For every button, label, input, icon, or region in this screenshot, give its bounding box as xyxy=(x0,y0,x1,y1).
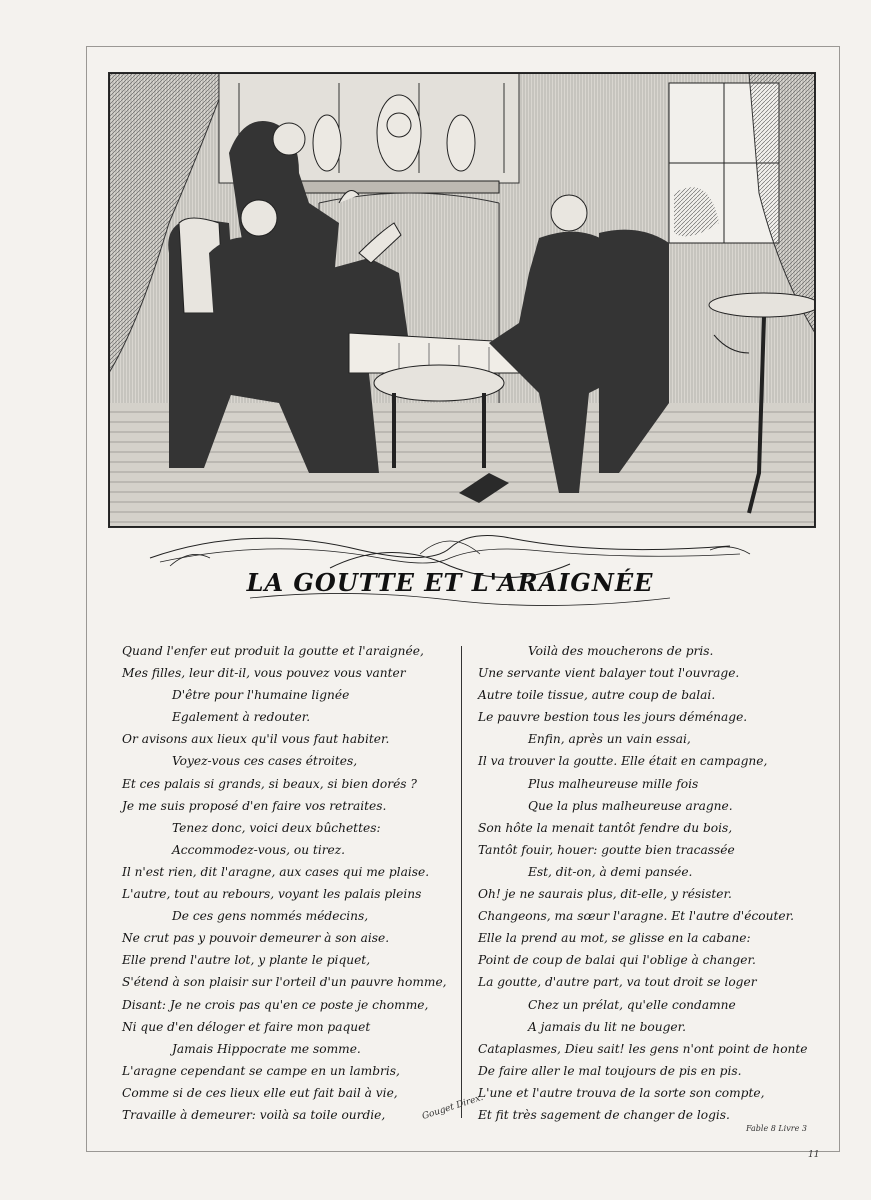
poem-line: Voilà des moucherons de pris. xyxy=(528,644,714,658)
poem-line: De ces gens nommés médecins, xyxy=(172,909,369,924)
poem-line: Jamais Hippocrate me somme. xyxy=(172,1041,361,1056)
engraver-signature: Gouget Direx. xyxy=(420,1092,485,1122)
poem-line: Accommodez-vous, ou tirez. xyxy=(172,842,346,857)
poem-line: Tenez donc, voici deux bûchettes: xyxy=(172,820,381,835)
poem-line: Il va trouver la goutte. Elle était en campagne, xyxy=(478,754,768,769)
poem-line: Une servante vient balayer tout l'ouvrage. xyxy=(478,666,740,681)
title-ornament xyxy=(130,528,770,618)
poem-line: Et fit très sagement de changer de logis. xyxy=(478,1107,730,1122)
poem-line: Est, dit-on, à demi pansée. xyxy=(528,864,693,879)
poem-line: Il n'est rien, dit l'aragne, aux cases qui me plaise. xyxy=(122,864,430,879)
poem-line: Disant: Je ne crois pas qu'en ce poste je chomme, xyxy=(122,997,429,1012)
poem-line: Ni que d'en déloger et faire mon paquet xyxy=(122,1019,371,1034)
poem-line: Travaille à demeurer: voilà sa toile ourdie, xyxy=(122,1107,386,1122)
poem-line: Voyez-vous ces cases étroites, xyxy=(172,754,358,769)
poem-line: Elle prend l'autre lot, y plante le piquet, xyxy=(122,953,371,968)
poem-line: Mes filles, leur dit-il, vous pouvez vous vanter xyxy=(122,666,406,681)
poem-line: De faire aller le mal toujours de pis en pis. xyxy=(478,1063,742,1078)
poem-line: Elle la prend au mot, se glisse en la cabane: xyxy=(478,931,751,946)
poem-line: Ne crut pas y pouvoir demeurer à son aise. xyxy=(122,931,390,946)
poem-line: D'être pour l'humaine lignée xyxy=(172,688,350,703)
poem-line: Je me suis proposé d'en faire vos retraites. xyxy=(122,798,387,813)
engraving-illustration xyxy=(108,72,816,528)
page-title: LA GOUTTE ET L'ARAIGNÉE xyxy=(246,568,654,597)
poem-left-column xyxy=(122,640,458,1126)
poem-line: Quand l'enfer eut produit la goutte et l'araignée, xyxy=(122,644,424,658)
fable-reference: Fable 8 Livre 3 xyxy=(746,1124,807,1133)
poem-line: Chez un prélat, qu'elle condamne xyxy=(528,997,736,1012)
poem-line: Enfin, après un vain essai, xyxy=(528,732,691,747)
column-divider xyxy=(461,646,462,1118)
poem-line: Et ces palais si grands, si beaux, si bien dorés ? xyxy=(122,776,417,791)
poem-line: Autre toile tissue, autre coup de balai. xyxy=(478,688,716,703)
poem-right-column xyxy=(478,640,818,1126)
poem-line: Son hôte la menait tantôt fendre du bois, xyxy=(478,820,733,835)
poem-line: Changeons, ma sœur l'aragne. Et l'autre d'écouter. xyxy=(478,909,794,924)
poem-line: La goutte, d'autre part, va tout droit se loger xyxy=(478,975,757,990)
poem-line: Oh! je ne saurais plus, dit-elle, y résister. xyxy=(478,887,732,902)
poem-line: Point de coup de balai qui l'oblige à changer. xyxy=(478,953,756,968)
poem-line: Le pauvre bestion tous les jours déménage. xyxy=(478,710,748,725)
poem-line: L'aragne cependant se campe en un lambris, xyxy=(122,1063,400,1078)
poem-line: S'étend à son plaisir sur l'orteil d'un pauvre homme, xyxy=(122,975,447,990)
poem-line: Comme si de ces lieux elle eut fait bail à vie, xyxy=(122,1085,398,1100)
poem-line: Egalement à redouter. xyxy=(172,710,311,725)
poem-line: Tantôt fouir, houer: goutte bien tracassée xyxy=(478,842,735,857)
page-number: 11 xyxy=(808,1150,820,1160)
poem-line: Plus malheureuse mille fois xyxy=(528,776,699,791)
poem-line: A jamais du lit ne bouger. xyxy=(528,1019,686,1034)
poem-line: L'autre, tout au rebours, voyant les palais pleins xyxy=(122,887,422,902)
poem-line: Que la plus malheureuse aragne. xyxy=(528,798,733,813)
poem-line: Or avisons aux lieux qu'il vous faut habiter. xyxy=(122,732,390,747)
poem-line: Cataplasmes, Dieu sait! les gens n'ont point de honte xyxy=(478,1041,808,1056)
poem-line: L'une et l'autre trouva de la sorte son compte, xyxy=(478,1085,765,1100)
